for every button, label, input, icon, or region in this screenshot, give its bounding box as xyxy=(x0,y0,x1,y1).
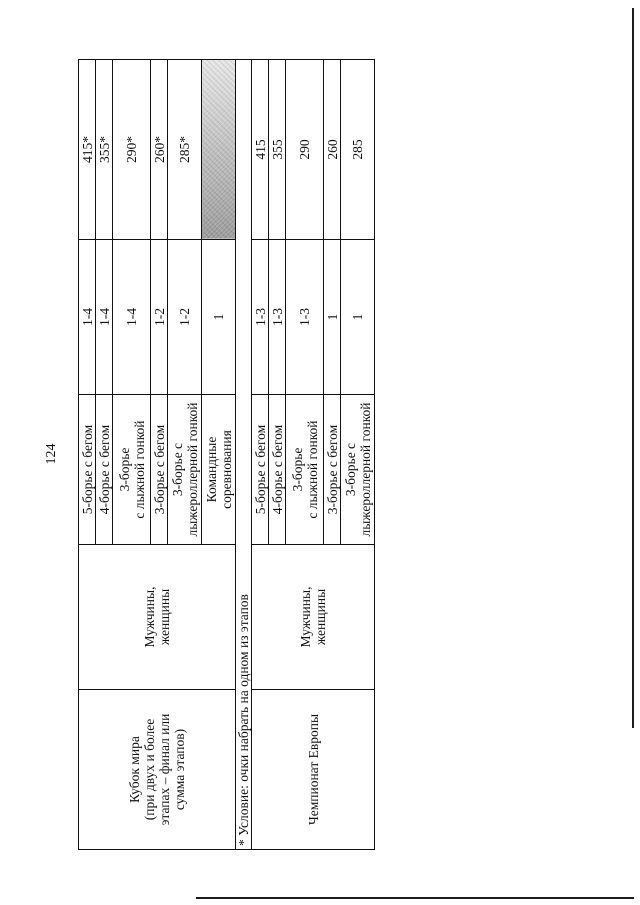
note-spacer xyxy=(236,60,252,240)
points-cell: 290 xyxy=(286,60,324,240)
places-cell: 1 xyxy=(202,240,236,395)
gender-cell: Мужчины, женщины xyxy=(252,545,375,690)
points-cell: 260 xyxy=(324,60,341,240)
competition-cell: Кубок мира (при двух и более этапах – финал или сумма этапов) xyxy=(79,690,236,850)
points-cell: 285* xyxy=(168,60,202,240)
points-cell: 415* xyxy=(79,60,96,240)
discipline-cell: 3-борье с лыжной гонкой xyxy=(286,395,324,545)
scan-edge-right xyxy=(632,8,634,728)
table-row xyxy=(252,60,269,850)
discipline-cell: Командные соревнования xyxy=(202,395,236,545)
discipline-cell: 4-борье с бегом xyxy=(96,395,113,545)
note-row xyxy=(236,60,252,850)
points-cell: 285 xyxy=(341,60,375,240)
places-cell: 1-3 xyxy=(252,240,269,395)
discipline-cell: 5-борье с бегом xyxy=(79,395,96,545)
gender-cell: Мужчины, женщины xyxy=(79,545,236,690)
discipline-cell: 4-борье с бегом xyxy=(269,395,286,545)
places-cell: 1-2 xyxy=(168,240,202,395)
discipline-cell: 3-борье с лыжероллерной гонкой xyxy=(168,395,202,545)
discipline-cell: 3-борье с лыжной гонкой xyxy=(113,395,151,545)
places-cell: 1 xyxy=(324,240,341,395)
places-cell: 1-2 xyxy=(151,240,168,395)
table-row xyxy=(79,60,96,850)
footnote: * Условие: очки набрать на одном из этапов xyxy=(236,240,252,850)
rotated-table-container xyxy=(78,60,386,850)
shaded-points-cell xyxy=(202,60,236,240)
standards-table xyxy=(78,59,375,850)
places-cell: 1-4 xyxy=(79,240,96,395)
places-cell: 1-4 xyxy=(113,240,151,395)
discipline-cell: 3-борье с лыжероллерной гонкой xyxy=(341,395,375,545)
points-cell: 355* xyxy=(96,60,113,240)
places-cell: 1-4 xyxy=(96,240,113,395)
discipline-cell: 5-борье с бегом xyxy=(252,395,269,545)
page-number: 124 xyxy=(44,443,59,465)
places-cell: 1 xyxy=(341,240,375,395)
points-cell: 290* xyxy=(113,60,151,240)
competition-cell: Чемпионат Европы xyxy=(252,690,375,850)
points-cell: 260* xyxy=(151,60,168,240)
points-cell: 415 xyxy=(252,60,269,240)
discipline-cell: 3-борье с бегом xyxy=(324,395,341,545)
places-cell: 1-3 xyxy=(286,240,324,395)
scan-edge-bottom xyxy=(196,897,634,899)
points-cell: 355 xyxy=(269,60,286,240)
discipline-cell: 3-борье с бегом xyxy=(151,395,168,545)
places-cell: 1-3 xyxy=(269,240,286,395)
